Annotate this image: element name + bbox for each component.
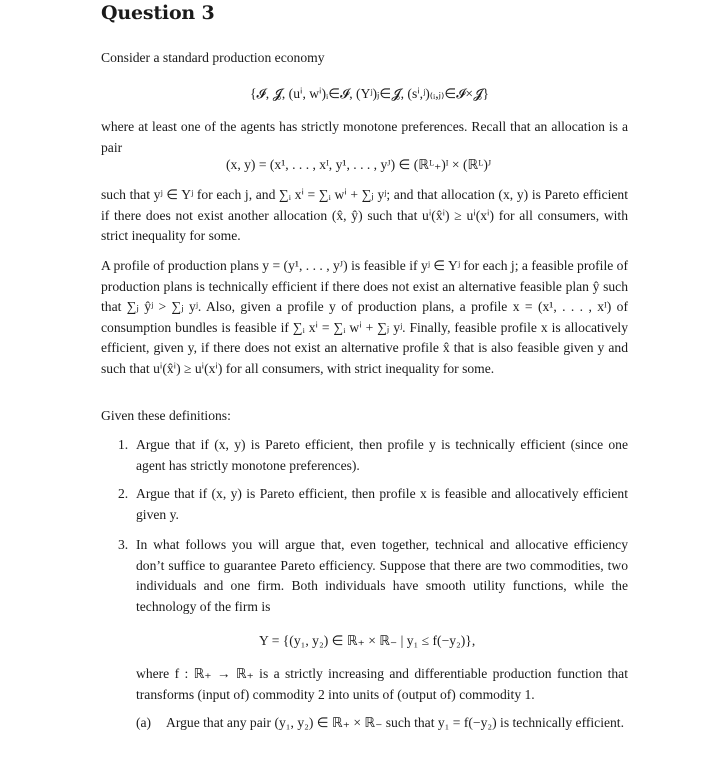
list-item-text: In what follows you will argue that, even together, technical and allocative efficiency don’t suffice to guarantee Pareto efficiency. Suppose that there are two commodities, two individuals and one firm. Both individuals have smooth utility functions, while the technology of the firm is — [136, 537, 628, 614]
question-heading: Question 3 — [101, 2, 215, 24]
list-item-number: 1. — [118, 437, 129, 452]
sub-list-item-text: Argue that any pair (y₁, y₂) ∈ ℝ₊ × ℝ₋ such that y₁ = f(−y₂) is technically efficient. — [166, 715, 624, 730]
list-item-number: 2. — [118, 486, 129, 501]
intro-text: Consider a standard production economy — [101, 50, 325, 65]
sub-list-item-label: (a) — [136, 715, 152, 730]
economy-equation: {𝓘, 𝓙, (uⁱ, wⁱ)ᵢ∈𝓘, (Yʲ)ⱼ∈𝓙, (sⁱ,ʲ)₍ᵢ,ⱼ₎∈𝓘×𝓙} — [250, 86, 489, 101]
list-item-number: 3. — [118, 537, 129, 552]
allocation-paragraph: where at least one of the agents has strictly monotone preferences. Recall that an allocation is a pair — [101, 119, 628, 155]
list-item-text: Argue that if (x, y) is Pareto efficient, then profile y is technically efficient (since one agent has strictly monotone preferences). — [136, 437, 628, 473]
list-item — [118, 535, 628, 617]
list-item-text: Argue that if (x, y) is Pareto efficient, then profile x is feasible and allocatively efficient given y. — [136, 486, 628, 522]
technology-equation: Y = {(y₁, y₂) ∈ ℝ₊ × ℝ₋ | y₁ ≤ f(−y₂)}, — [259, 633, 476, 648]
profile-definition-paragraph: A profile of production plans y = (y¹, . . . , yᴶ) is feasible if yʲ ∈ Yʲ for each j; a feasible profile of production plans is technically efficient if there does not exist an alternative feasible plan ŷ such that ∑ⱼ ŷʲ > ∑ⱼ yʲ. Also, given a profile y of production plans, a profile x = (x¹, . . . , xᴵ) of consumption bundles is feasible if ∑ᵢ xⁱ = ∑ᵢ wⁱ + ∑ⱼ yʲ. Finally, feasible profile x is allocatively efficient, given y, if there does not exist an alternative profile x̂ that is also feasible given y and such that uⁱ(x̂ⁱ) ≥ uⁱ(xⁱ) for all consumers, with strict inequality for some. — [101, 258, 628, 376]
production-function-paragraph: where f : ℝ₊ → ℝ₊ is a strictly increasing and differentiable production function that transforms (input of) commodity 2 into units of (output of) commodity 1. — [136, 666, 628, 702]
given-definitions-text: Given these definitions: — [101, 408, 231, 423]
allocation-equation: (x, y) = (x¹, . . . , xᴵ, y¹, . . . , yᴶ) ∈ (ℝᴸ₊)ᴵ × (ℝᴸ)ᴶ — [226, 157, 492, 172]
list-item — [118, 484, 628, 525]
pareto-definition-paragraph: such that yʲ ∈ Yʲ for each j, and ∑ᵢ xⁱ = ∑ᵢ wⁱ + ∑ⱼ yʲ; and that allocation (x, y) is Pareto efficient if there does not exist another allocation (x̂, ŷ) such that uⁱ(x̂ⁱ) ≥ uⁱ(xⁱ) for all consumers, with strict inequality for some. — [101, 187, 628, 243]
list-item — [118, 435, 628, 476]
sub-list-item — [136, 713, 628, 734]
